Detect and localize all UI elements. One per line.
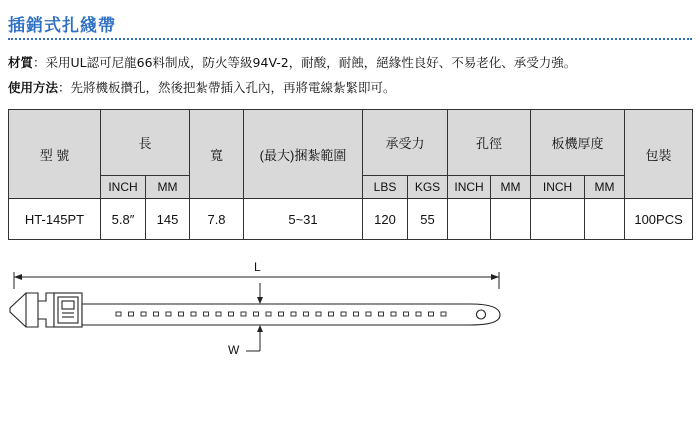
strap-slot bbox=[204, 312, 209, 316]
strap-slot bbox=[379, 312, 384, 316]
cell-length-mm: 145 bbox=[146, 199, 190, 240]
length-label: L bbox=[254, 260, 261, 274]
cell-width: 7.8 bbox=[190, 199, 244, 240]
cell-length-inch: 5.8″ bbox=[101, 199, 146, 240]
cell-tensile-kgs: 55 bbox=[408, 199, 448, 240]
header-package: 包裝 bbox=[625, 110, 693, 199]
title-divider bbox=[8, 38, 692, 40]
header-bundle: (最大)捆紮範圍 bbox=[244, 110, 363, 199]
push-mount-head bbox=[10, 293, 82, 327]
cell-tensile-lbs: 120 bbox=[363, 199, 408, 240]
strap-slot bbox=[216, 312, 221, 316]
strap-slot bbox=[291, 312, 296, 316]
spec-table bbox=[8, 109, 693, 240]
unit-hole-inch: INCH bbox=[448, 176, 491, 199]
strap-slot bbox=[391, 312, 396, 316]
header-thickness: 板機厚度 bbox=[531, 110, 625, 176]
strap-slot bbox=[266, 312, 271, 316]
usage-label: 使用方法 bbox=[8, 80, 59, 95]
unit-tensile-lbs: LBS bbox=[363, 176, 408, 199]
length-dimension bbox=[14, 272, 499, 289]
strap-slot bbox=[316, 312, 321, 316]
header-hole: 孔徑 bbox=[448, 110, 531, 176]
material-line bbox=[8, 53, 576, 71]
strap-slot bbox=[429, 312, 434, 316]
strap-slot bbox=[254, 312, 259, 316]
strap-slot bbox=[129, 312, 134, 316]
strap-slot bbox=[141, 312, 146, 316]
strap-slot bbox=[191, 312, 196, 316]
unit-length-mm: MM bbox=[146, 176, 190, 199]
strap-slot bbox=[279, 312, 284, 316]
unit-thick-mm: MM bbox=[585, 176, 625, 199]
header-tensile: 承受力 bbox=[363, 110, 448, 176]
cell-thick-inch bbox=[531, 199, 585, 240]
header-length: 長 bbox=[101, 110, 190, 176]
usage-line bbox=[8, 78, 396, 96]
strap-slot bbox=[441, 312, 446, 316]
cell-thick-mm bbox=[585, 199, 625, 240]
strap-slot bbox=[304, 312, 309, 316]
unit-thick-inch: INCH bbox=[531, 176, 585, 199]
unit-tensile-kgs: KGS bbox=[408, 176, 448, 199]
strap-slot bbox=[166, 312, 171, 316]
strap-slot bbox=[154, 312, 159, 316]
strap-slot bbox=[179, 312, 184, 316]
strap-slot bbox=[416, 312, 421, 316]
header-width: 寬 bbox=[190, 110, 244, 199]
cable-tie-diagram bbox=[0, 255, 700, 375]
strap-slot bbox=[341, 312, 346, 316]
unit-hole-mm: MM bbox=[491, 176, 531, 199]
strap-slot bbox=[329, 312, 334, 316]
strap-slot bbox=[229, 312, 234, 316]
material-text: ：采用UL認可尼龍66料制成，防火等級94V-2，耐酸，耐蝕，絕緣性良好、不易老化、承受力強。 bbox=[33, 55, 577, 70]
header-model: 型 號 bbox=[9, 110, 101, 199]
unit-length-inch: INCH bbox=[101, 176, 146, 199]
cell-hole-mm bbox=[491, 199, 531, 240]
strap-slot bbox=[404, 312, 409, 316]
width-label: W bbox=[228, 343, 240, 357]
strap-slot bbox=[354, 312, 359, 316]
strap-slot bbox=[241, 312, 246, 316]
cell-hole-inch bbox=[448, 199, 491, 240]
usage-text: ：先將機板攢孔，然後把紮帶插入孔內，再將電線紮緊即可。 bbox=[58, 80, 396, 95]
material-label: 材質 bbox=[8, 55, 34, 70]
strap-slot bbox=[366, 312, 371, 316]
table-header-row bbox=[9, 110, 693, 176]
page-title: 插銷式扎綫帶 bbox=[8, 16, 116, 36]
cell-model: HT-145PT bbox=[9, 199, 101, 240]
strap-slot bbox=[116, 312, 121, 316]
cell-package: 100PCS bbox=[625, 199, 693, 240]
table-row bbox=[9, 199, 693, 240]
cell-bundle: 5~31 bbox=[244, 199, 363, 240]
